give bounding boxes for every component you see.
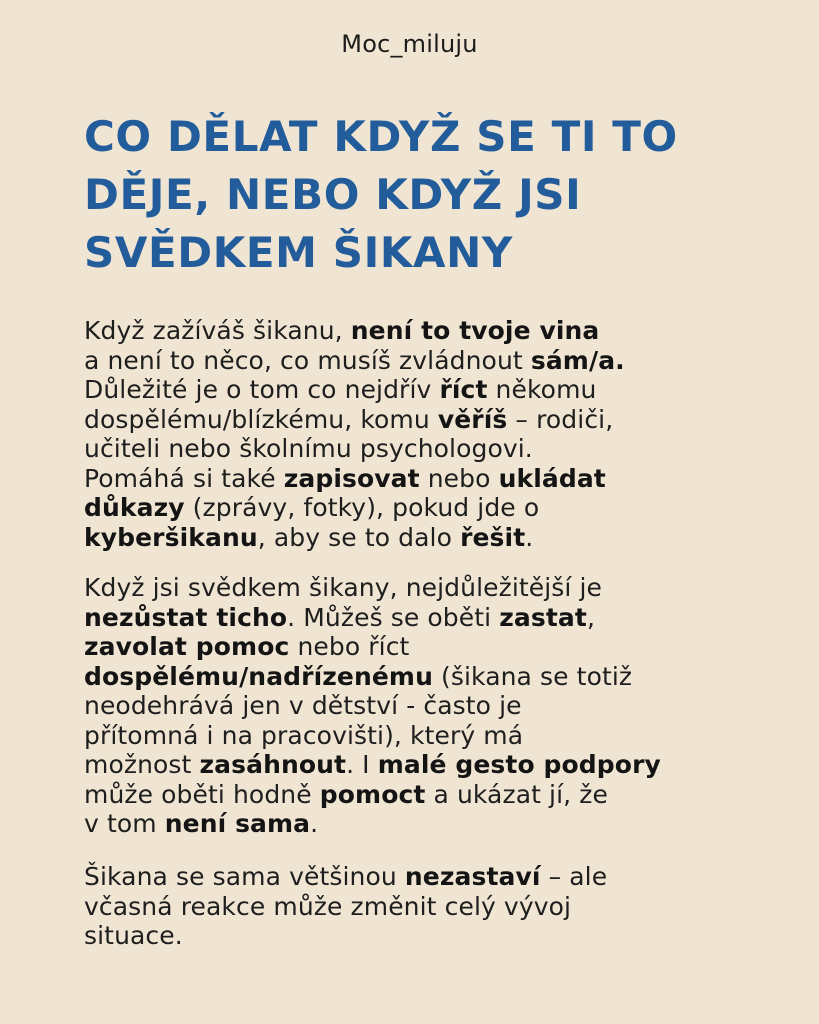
text-line <box>84 921 784 951</box>
author-handle: Moc_miluju <box>341 30 478 58</box>
paragraph-conclusion <box>84 862 784 951</box>
emphasis-text: nezůstat ticho <box>84 602 288 632</box>
emphasis-text: pomoct <box>319 779 426 809</box>
text-line <box>84 434 784 464</box>
text-line <box>84 316 784 346</box>
text-run: nebo říct <box>289 632 410 661</box>
text-run: Pomáhá si také <box>84 463 284 493</box>
text-run: v tom <box>84 809 165 838</box>
text-line <box>84 346 784 376</box>
text-run: a není to něco, co musíš zvládnout <box>84 345 531 375</box>
emphasis-text: ukládat <box>498 463 606 493</box>
text-run: dospělému/blízkému, komu <box>84 404 438 434</box>
text-line <box>84 603 784 633</box>
paragraph-victim-advice <box>84 316 784 552</box>
text-run: . <box>525 522 534 552</box>
text-line <box>84 892 784 922</box>
text-run: učiteli nebo školnímu psychologovi. <box>84 434 533 463</box>
text-run: možnost <box>84 750 200 779</box>
emphasis-text: sám/a. <box>530 345 625 375</box>
text-run: (šikana se totiž <box>432 661 633 691</box>
text-run: Když jsi svědkem šikany, nejdůležitější je <box>84 573 603 602</box>
text-line <box>84 721 784 751</box>
text-run: někomu <box>487 375 597 404</box>
emphasis-text: zasáhnout <box>199 750 347 779</box>
emphasis-text: důkazy <box>84 493 185 522</box>
text-run: . Můžeš se oběti <box>287 602 500 632</box>
text-run: . <box>310 809 319 838</box>
title-line: CO DĚLAT KDYŽ SE TI TO <box>84 112 678 161</box>
text-run: přítomná i na pracovišti), který má <box>84 720 524 750</box>
text-run: a ukázat jí, že <box>425 779 608 809</box>
text-line <box>84 662 784 692</box>
text-run: (zprávy, fotky), pokud jde o <box>184 493 540 522</box>
text-run: – rodiči, <box>507 404 614 434</box>
text-run: – ale <box>540 862 608 891</box>
emphasis-text: věříš <box>437 404 508 434</box>
text-run: včasná reakce může změnit celý vývoj <box>84 891 572 921</box>
text-run: Důležité je o tom co nejdřív <box>84 375 440 404</box>
text-run: situace. <box>84 921 183 950</box>
text-line <box>84 375 784 405</box>
title-line: SVĚDKEM ŠIKANY <box>84 228 513 277</box>
emphasis-text: kyberšikanu <box>84 522 258 552</box>
text-line <box>84 809 784 839</box>
text-line <box>84 573 784 603</box>
emphasis-text: dospělému/nadřízenému <box>84 661 433 691</box>
paragraph-witness-advice <box>84 573 784 839</box>
text-line <box>84 691 784 721</box>
text-run: , aby se to dalo <box>257 522 461 552</box>
text-run: neodehrává jen v dětství - často je <box>84 691 522 720</box>
text-run: Šikana se sama většinou <box>84 862 405 891</box>
text-line <box>84 632 784 662</box>
text-line <box>84 464 784 494</box>
text-run: , <box>586 602 595 632</box>
text-line <box>84 523 784 553</box>
text-run: může oběti hodně <box>84 779 320 809</box>
emphasis-text: nezastaví <box>404 862 541 891</box>
text-line <box>84 780 784 810</box>
emphasis-text: není to tvoje vina <box>350 316 600 345</box>
text-line <box>84 405 784 435</box>
emphasis-text: řešit <box>460 522 526 552</box>
text-line <box>84 493 784 523</box>
emphasis-text: zavolat pomoc <box>84 632 290 661</box>
text-line <box>84 750 784 780</box>
title-line: DĚJE, NEBO KDYŽ JSI <box>84 170 582 219</box>
emphasis-text: zastat <box>499 602 587 632</box>
emphasis-text: zapisovat <box>283 463 420 493</box>
text-line <box>84 862 784 892</box>
text-run: nebo <box>419 463 499 493</box>
page-title <box>84 108 764 282</box>
text-run: Když zažíváš šikanu, <box>84 316 351 345</box>
emphasis-text: říct <box>439 375 488 404</box>
text-run: . I <box>346 750 378 779</box>
emphasis-text: malé gesto podpory <box>377 750 661 779</box>
emphasis-text: není sama <box>164 809 311 838</box>
